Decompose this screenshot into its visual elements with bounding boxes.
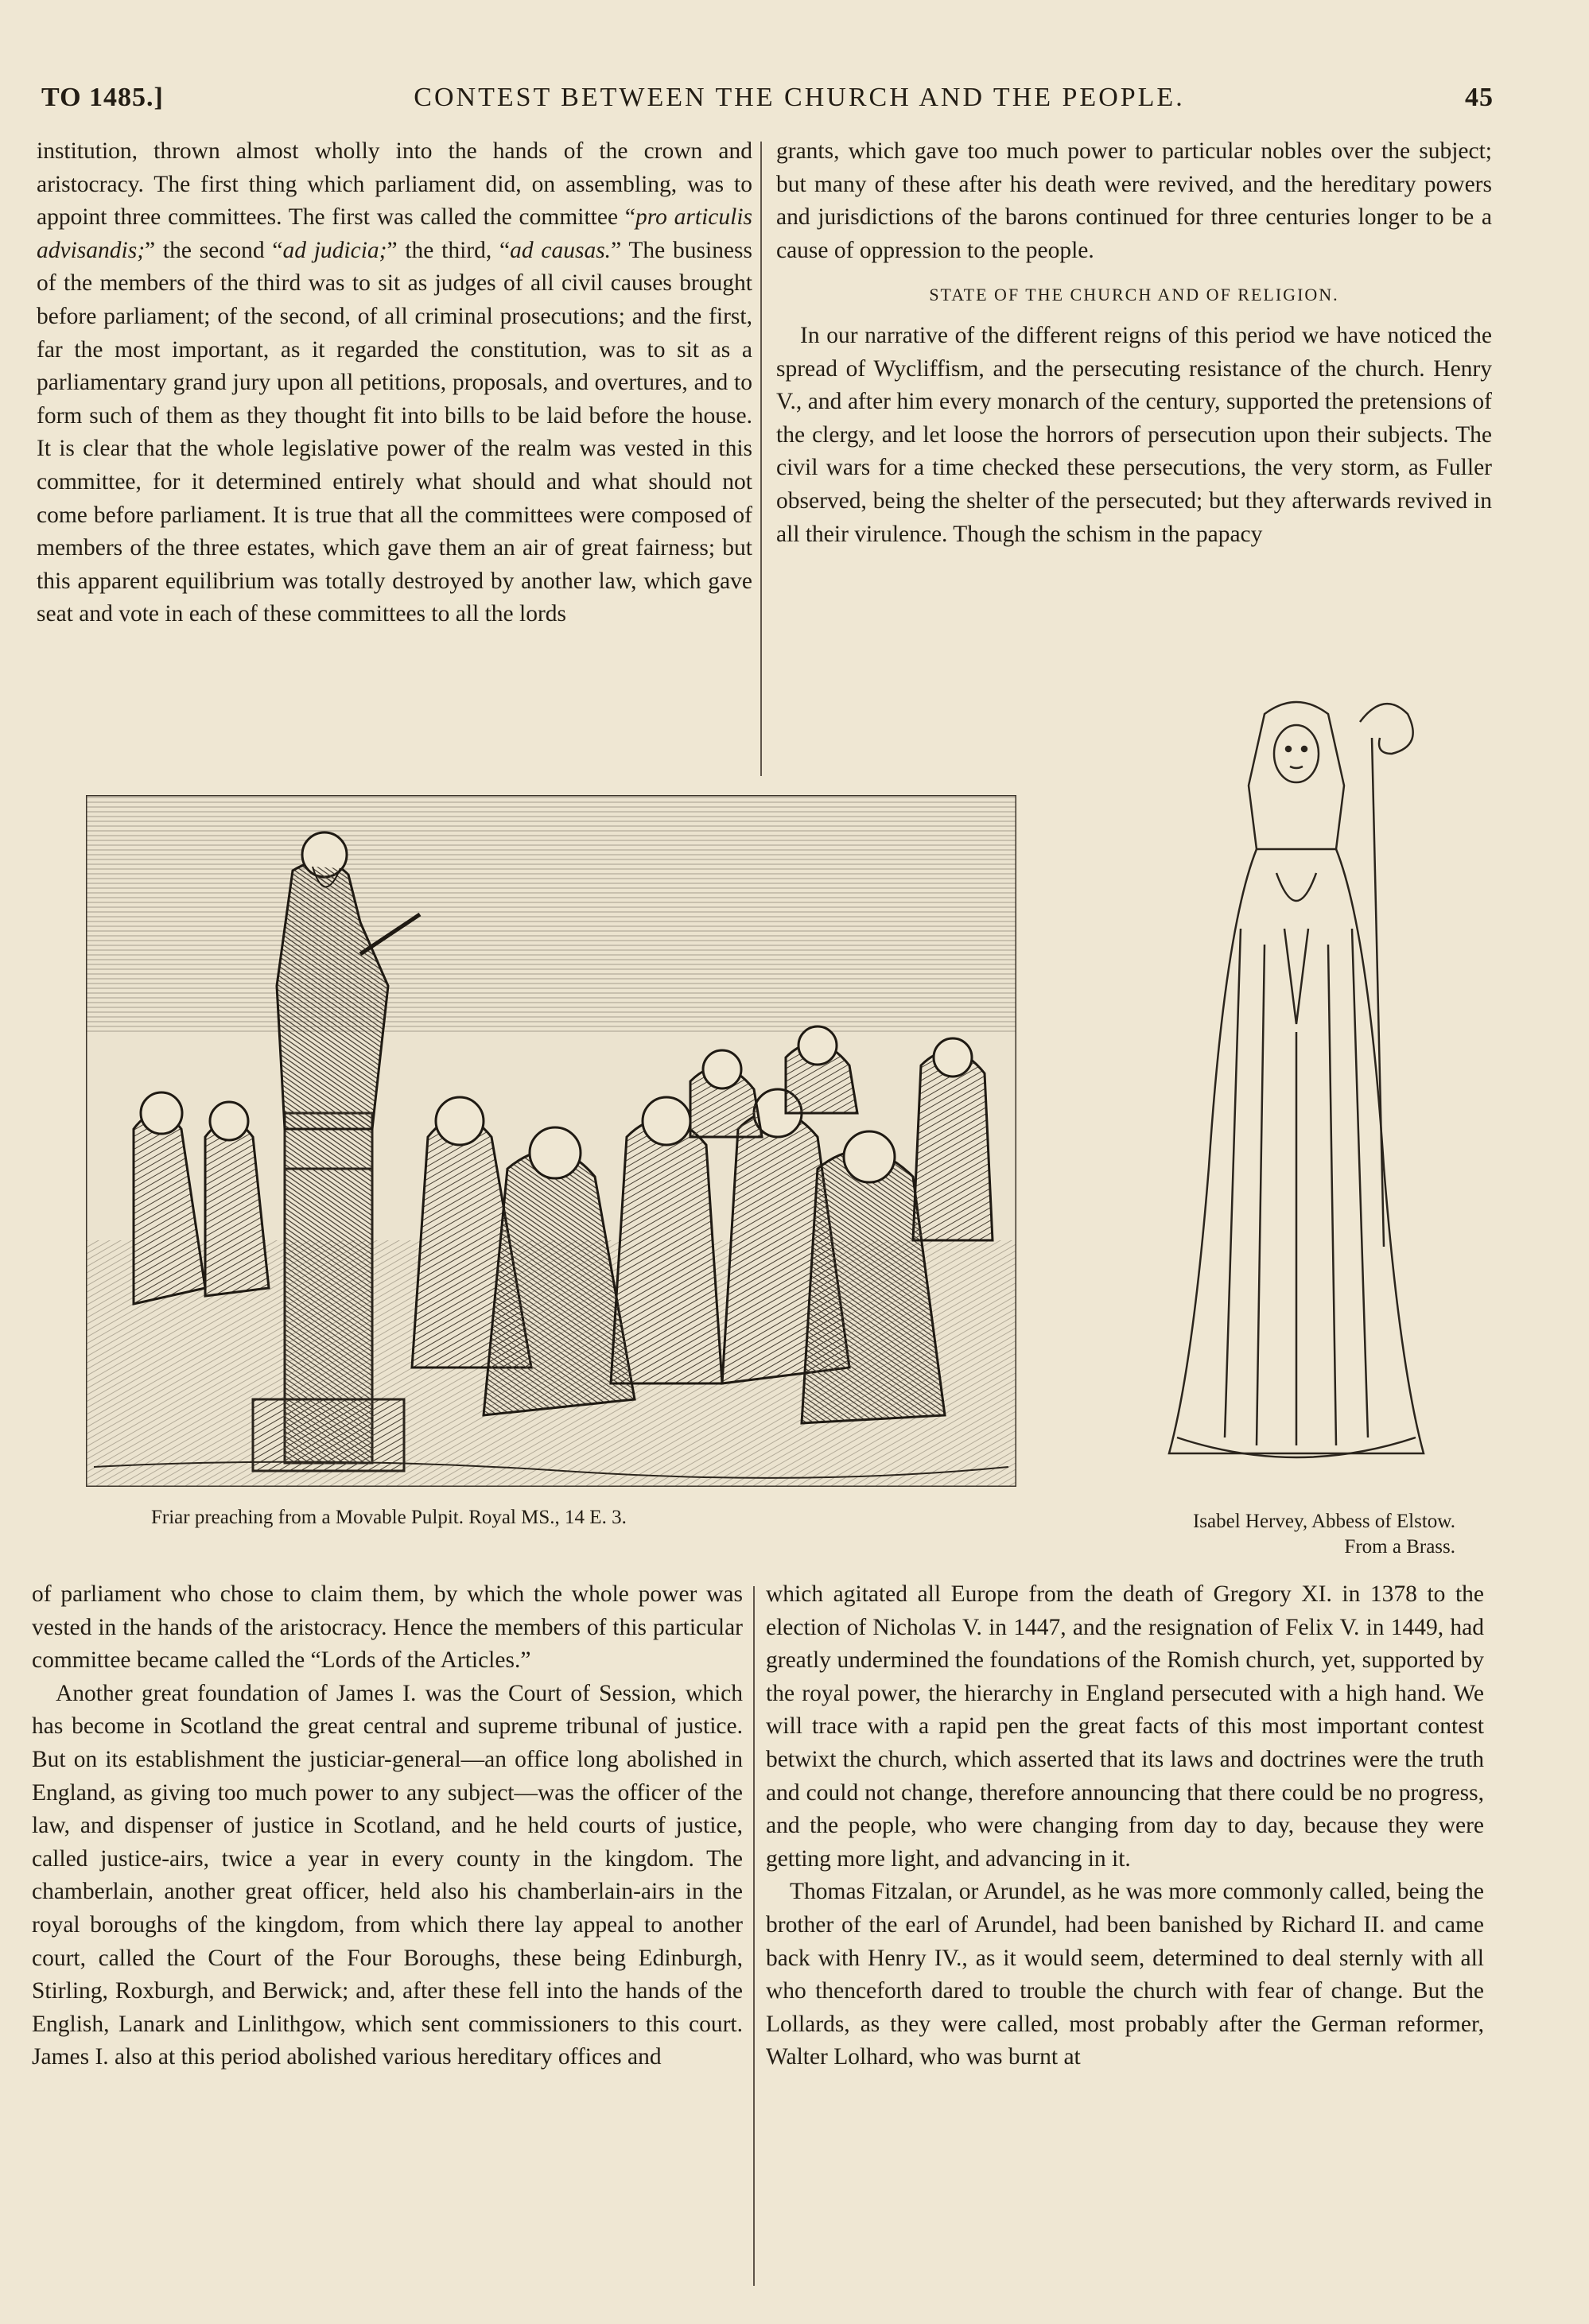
caption-line: From a Brass. — [1344, 1536, 1455, 1558]
column-rule — [760, 142, 762, 776]
illustration-caption-abbess — [1105, 1509, 1455, 1560]
latin-term: pro articulis advisandis; — [37, 204, 752, 263]
column-top-left — [37, 135, 752, 631]
abbess-brass-engraving — [1145, 690, 1447, 1485]
running-head-date-range: TO 1485.] — [41, 83, 164, 112]
paragraph — [37, 135, 752, 631]
latin-term: ad judicia; — [282, 237, 387, 263]
text-run: ” the third, “ — [387, 237, 511, 263]
running-head-title: CONTEST BETWEEN THE CHURCH AND THE PEOPLE. — [414, 83, 1185, 112]
paragraph: In our narrative of the different reigns of this period we have noticed the spread of Wycliffism, and the persecuting resistance of the church. Henry V., and after him every monarch of the century, supported the pretensions of the clergy, and let loose the horrors of persecution upon their subjects. The civil wars for a time checked these persecutions, the very storm, as Fuller observed, being the shelter of the persecuted; but they afterwards revived in all their virulence. Though the schism in the papacy — [776, 322, 1492, 547]
paragraph: which agitated all Europe from the death of Gregory XI. in 1378 to the election of Nicholas V. in 1447, and the resignation of Felix V. in 1449, had greatly undermined the foundations of the Romish church, yet, supported by the royal power, the hierarchy in England persecuted with a high hand. We will trace with a rapid pen the great facts of this most important contest betwixt the church, which asserted that its laws and doctrines were the truth and could not change, therefore announcing that there could be no progress, and the people, who were changing from day to day, because they were getting more light, and advancing in it. — [766, 1581, 1484, 1872]
latin-term: ad causas. — [510, 237, 612, 263]
caption-line: Isabel Hervey, Abbess of Elstow. — [1192, 1511, 1455, 1532]
paragraph: grants, which gave too much power to particular nobles over the subject; but many of these after his death were revived, and the hereditary powers and jurisdictions of the barons continued for three centuries longer to be a cause of oppression to the people. — [776, 138, 1492, 263]
paragraph: of parliament who chose to claim them, by which the whole power was vested in the hands of the aristocracy. Hence the members of this particular committee became called the “Lords of the Articles.” — [32, 1581, 743, 1674]
column-bottom-right — [766, 1578, 1484, 2074]
column-bottom-left — [32, 1578, 743, 2074]
column-rule — [753, 1586, 755, 2286]
text-run: ” The business of the members of the third was to sit as judges of all civil causes brought before parliament; of the second, of all criminal prosecutions; and the first, far the most important, as it regarded the constitution, was to sit as a parliamentary grand jury upon all petitions, proposals, and overtures, and to form such of them as they thought fit into bills to be laid before the house. It is clear that the whole legislative power of the realm was vested in this committee, for it determined entirely what should and what should not come before parliament. It is true that all the committees were composed of members of the three estates, which gave them an air of great fairness; but this apparent equilibrium was totally destroyed by another law, which gave seat and vote in each of these committees to all the lords — [37, 237, 752, 627]
text-run: institution, thrown almost wholly into the hands of the crown and aristocracy. The first thing which parliament did, on assembling, was to appoint three committees. The first was called the committee “ — [37, 138, 752, 231]
paragraph: Another great foundation of James I. was the Court of Session, which has become in Scotland the great central and supreme tribunal of justice. But on its establishment the justiciar-general—an office long abolished in England, as giving too much power to any subject—was the officer of the law, and dispenser of justice in Scotland, and he held courts of justice, called justice-airs, twice a year in every county in the kingdom. The chamberlain, another great officer, held also his chamberlain-airs in the royal boroughs of the kingdom, from which there lay appeal to another court, called the Court of the Four Boroughs, these being Edinburgh, Stirling, Roxburgh, and Berwick; and, after these fell into the hands of the English, Lanark and Linlithgow, which sent commissioners to this court. James I. also at this period abolished various hereditary offices and — [32, 1680, 743, 2070]
friar-preaching-engraving — [86, 795, 1016, 1487]
page-number: 45 — [1465, 83, 1494, 112]
section-heading: STATE OF THE CHURCH AND OF RELIGION. — [929, 285, 1339, 305]
text-run: ” the second “ — [145, 237, 283, 263]
paragraph: Thomas Fitzalan, or Arundel, as he was more commonly called, being the brother of the earl of Arundel, had been banished by Richard II. and came back with Henry IV., as it would seem, determined to deal sternly with all who thenceforth dared to trouble the church with fear of change. But the Lollards, as they were called, most probably after the German reformer, Walter Lolhard, who was burnt at — [766, 1879, 1484, 2070]
illustration-caption-friar: Friar preaching from a Movable Pulpit. Royal MS., 14 E. 3. — [151, 1507, 627, 1528]
column-top-right — [776, 135, 1492, 551]
